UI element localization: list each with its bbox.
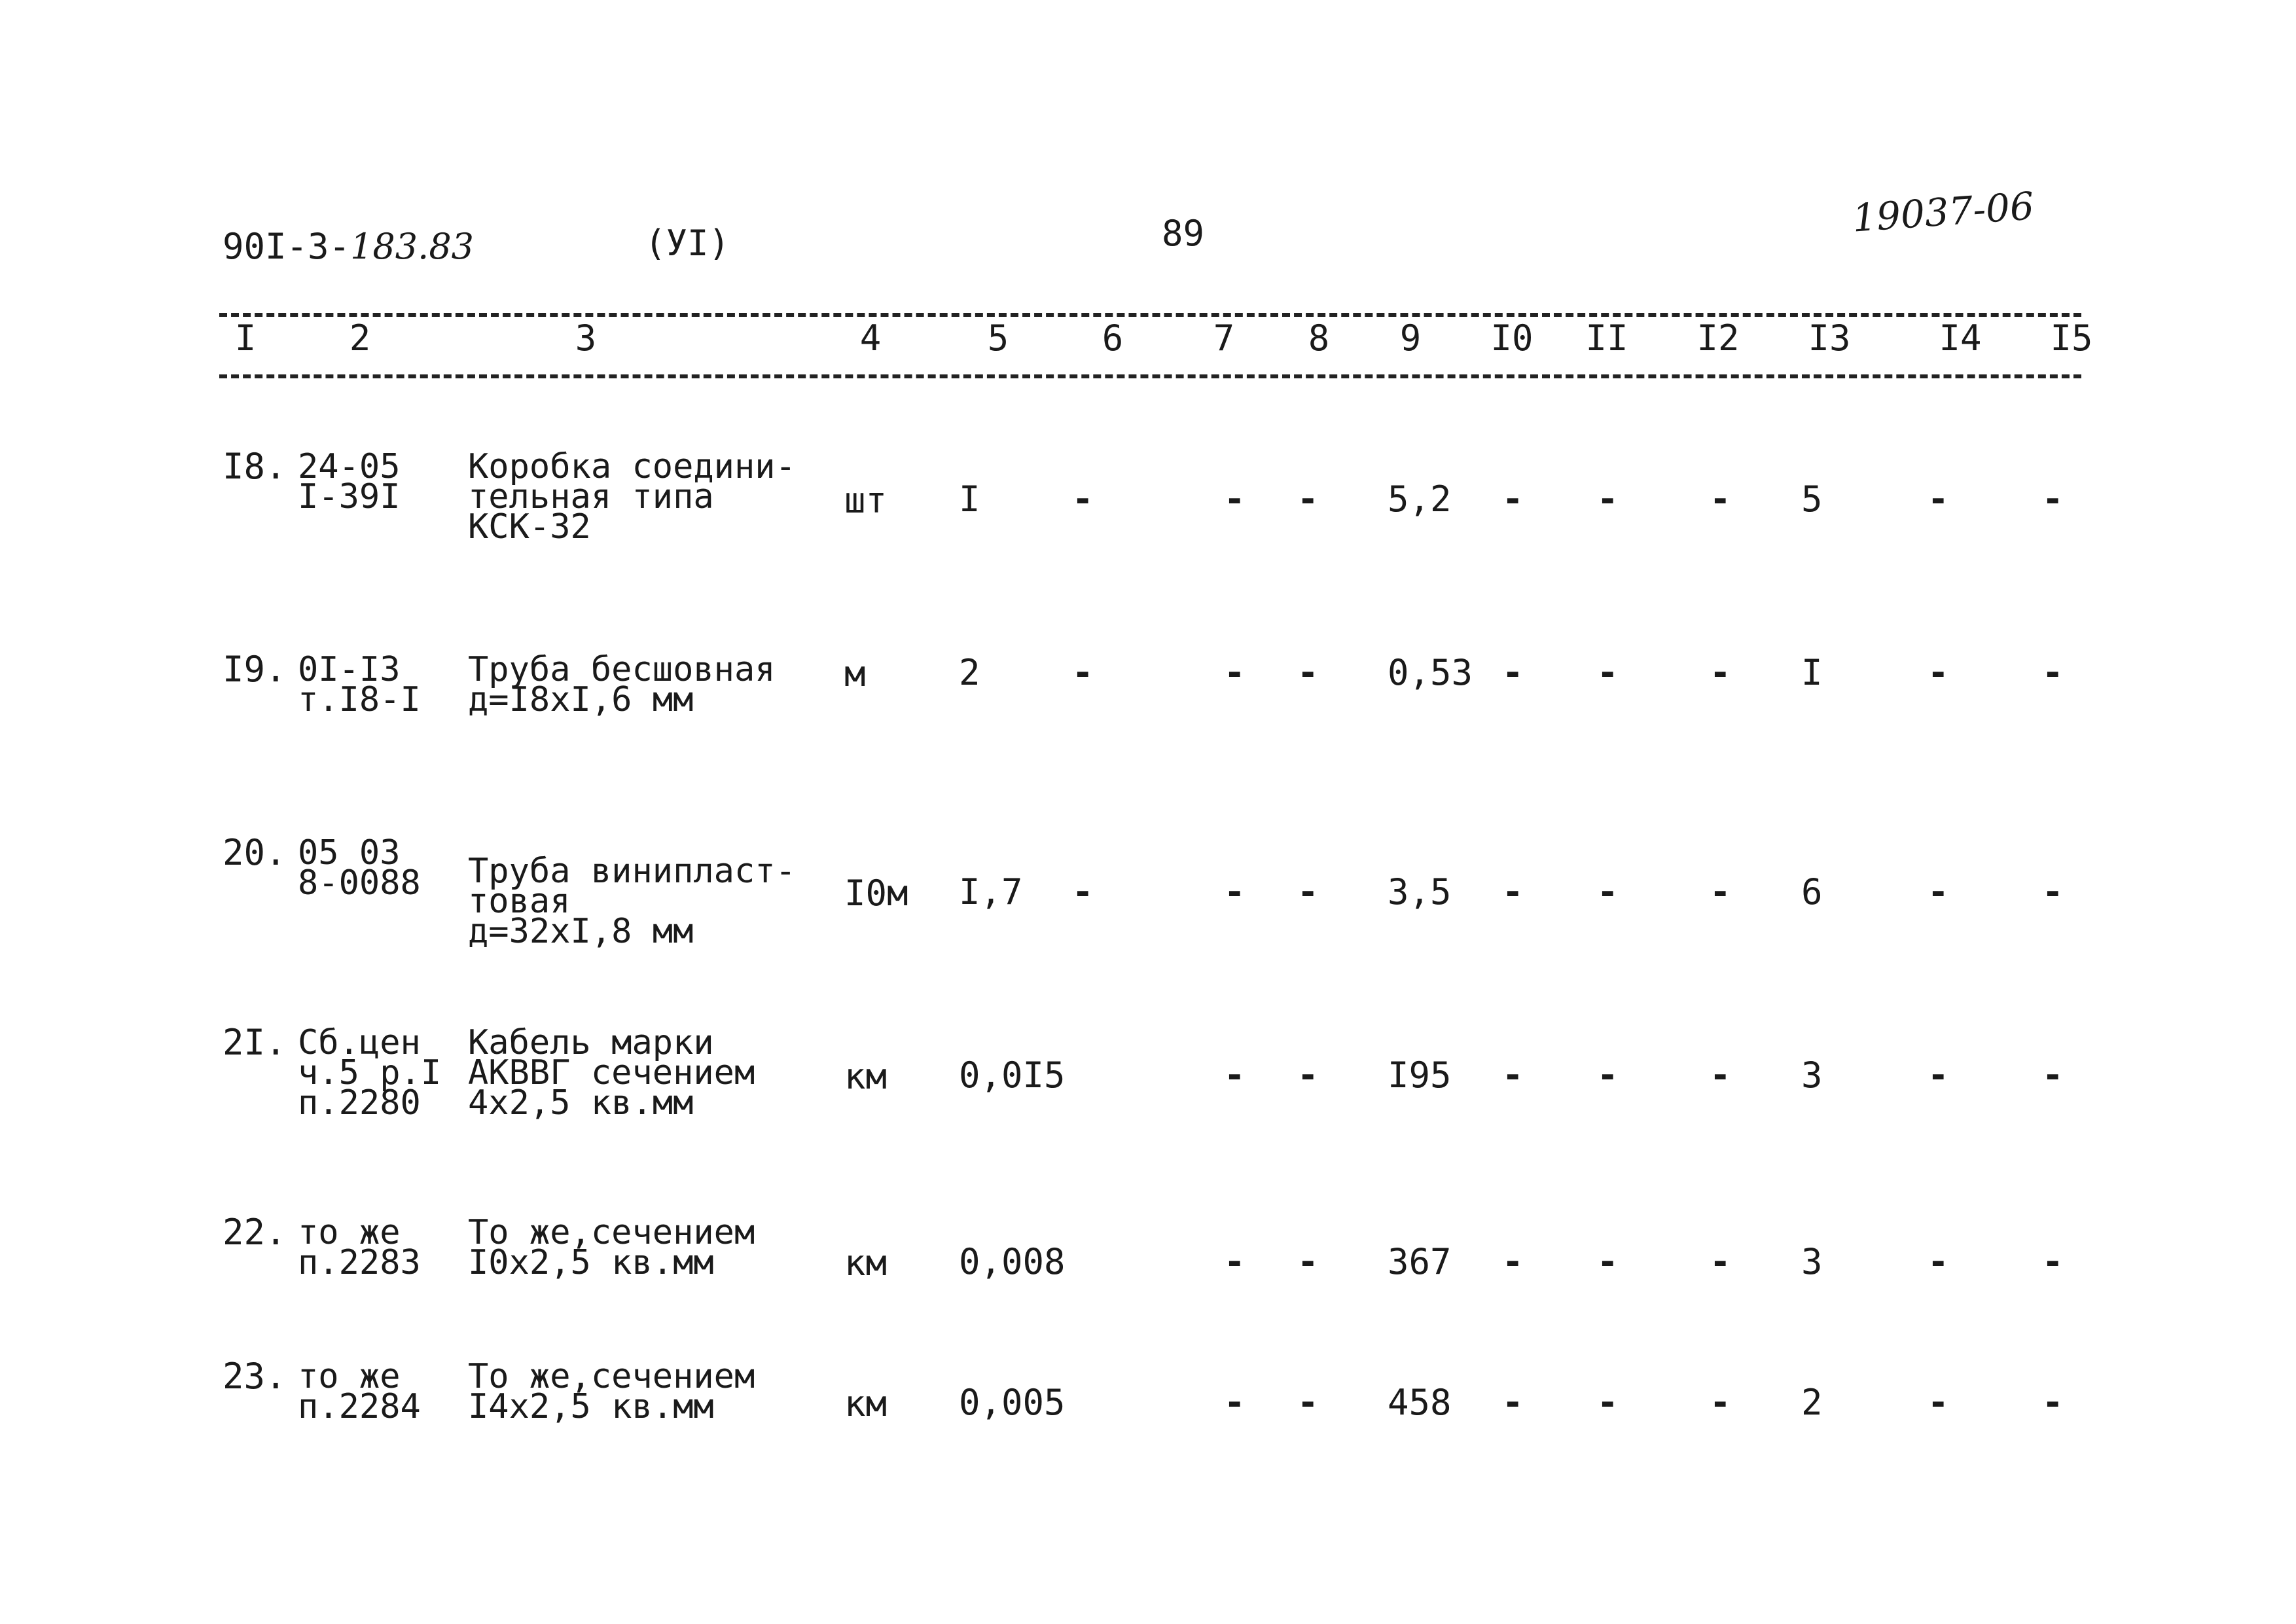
- row-col9: 5,2: [1388, 478, 1452, 520]
- row-code-line: т.I8-I: [298, 680, 421, 719]
- row-col9: 458: [1388, 1382, 1452, 1423]
- row-quantity: I: [959, 478, 980, 520]
- row-quantity: I,7: [959, 871, 1023, 912]
- row-col12: -: [1710, 1241, 1731, 1282]
- row-col15: -: [2042, 871, 2064, 912]
- row-col10: -: [1502, 1382, 1524, 1423]
- row-quantity: 2: [959, 652, 980, 693]
- row-col13: 3: [1801, 1241, 1823, 1282]
- row-col12: -: [1710, 1055, 1731, 1096]
- column-number-15: I5: [2050, 317, 2093, 359]
- column-number-2: 2: [349, 317, 371, 359]
- row-col6: -: [1072, 871, 1094, 912]
- row-col9: 3,5: [1388, 871, 1452, 912]
- row-name-line: Труба винипласт-: [468, 852, 796, 891]
- row-name-line: КСК-32: [468, 507, 591, 547]
- row-quantity: 0,008: [959, 1241, 1066, 1282]
- row-col7: -: [1224, 1241, 1246, 1282]
- section-label: (УI): [645, 223, 730, 264]
- column-number-8: 8: [1308, 317, 1330, 359]
- row-col6: -: [1072, 652, 1094, 693]
- row-name-line: Труба бесшовная: [468, 650, 776, 689]
- row-col10: -: [1502, 871, 1524, 912]
- row-col9: 0,53: [1388, 652, 1473, 693]
- row-code-line: 24-05: [298, 447, 401, 486]
- row-col10: -: [1502, 1241, 1524, 1282]
- row-name-line: 4х2,5 кв.мм: [468, 1083, 694, 1123]
- column-number-14: I4: [1939, 317, 1982, 359]
- column-number-9: 9: [1399, 317, 1422, 359]
- row-col13: 3: [1801, 1055, 1823, 1096]
- row-name-line: д=I8хI,6 мм: [468, 680, 694, 719]
- row-col15: -: [2042, 1241, 2064, 1282]
- row-col8: -: [1297, 652, 1319, 693]
- row-col14: -: [1928, 1055, 1949, 1096]
- row-unit: шт: [844, 480, 888, 521]
- row-col15: -: [2042, 478, 2064, 520]
- row-code-line: ч.5 р.I: [298, 1053, 442, 1092]
- row-code-line: п.2280: [298, 1083, 421, 1123]
- document-code-printed: 90I-3-: [223, 226, 351, 267]
- row-code-line: I-39I: [298, 477, 401, 516]
- row-col14: -: [1928, 1382, 1949, 1423]
- row-name-line: товая: [468, 882, 571, 921]
- column-number-12: I2: [1696, 317, 1740, 359]
- row-name-line: Коробка соедини-: [468, 447, 796, 486]
- row-col13: 5: [1801, 478, 1823, 520]
- row-unit: I0м: [844, 873, 908, 914]
- row-code-line: п.2283: [298, 1243, 421, 1282]
- row-col9: 367: [1388, 1241, 1452, 1282]
- row-name-line: Кабель марки: [468, 1023, 714, 1062]
- row-col7: -: [1224, 871, 1246, 912]
- row-number: 22.: [223, 1212, 287, 1253]
- row-col7: -: [1224, 652, 1246, 693]
- row-col9: I95: [1388, 1055, 1452, 1096]
- row-col8: -: [1297, 478, 1319, 520]
- row-col11: -: [1597, 478, 1619, 520]
- row-code-line: 0I-I3: [298, 650, 401, 689]
- row-col12: -: [1710, 871, 1731, 912]
- row-code-line: то же: [298, 1357, 401, 1396]
- document-code: [223, 226, 474, 267]
- column-number-13: I3: [1808, 317, 1851, 359]
- row-col10: -: [1502, 478, 1524, 520]
- row-col11: -: [1597, 1055, 1619, 1096]
- column-number-5: 5: [987, 317, 1009, 359]
- row-col14: -: [1928, 652, 1949, 693]
- row-name-line: тельная типа: [468, 477, 714, 516]
- row-col13: 2: [1801, 1382, 1823, 1423]
- row-col7: -: [1224, 1055, 1246, 1096]
- row-col14: -: [1928, 871, 1949, 912]
- row-unit: м: [844, 653, 866, 695]
- row-number: I9.: [223, 649, 287, 690]
- row-col10: -: [1502, 1055, 1524, 1096]
- column-number-10: I0: [1490, 317, 1534, 359]
- row-col8: -: [1297, 1055, 1319, 1096]
- table-top-rule: [219, 313, 2081, 317]
- row-col11: -: [1597, 652, 1619, 693]
- row-col11: -: [1597, 1241, 1619, 1282]
- row-col10: -: [1502, 652, 1524, 693]
- row-col14: -: [1928, 478, 1949, 520]
- row-unit: км: [844, 1383, 888, 1424]
- row-unit: км: [844, 1242, 888, 1284]
- row-code-line: 05 03: [298, 833, 401, 873]
- row-code-line: то же: [298, 1213, 401, 1252]
- row-col12: -: [1710, 652, 1731, 693]
- row-name-line: АКВВГ сечением: [468, 1053, 755, 1092]
- row-col8: -: [1297, 871, 1319, 912]
- row-name-line: То же,сечением: [468, 1357, 755, 1396]
- page-number: 89: [1162, 213, 1205, 254]
- document-stamp-number: 19037-06: [1850, 183, 2036, 241]
- row-col15: -: [2042, 652, 2064, 693]
- row-col13: 6: [1801, 871, 1823, 912]
- row-col13: I: [1801, 652, 1823, 693]
- row-number: 23.: [223, 1356, 287, 1397]
- column-number-1: I: [234, 317, 257, 359]
- row-name-line: д=32хI,8 мм: [468, 912, 694, 951]
- row-code-line: п.2284: [298, 1387, 421, 1426]
- row-col11: -: [1597, 871, 1619, 912]
- column-number-6: 6: [1102, 317, 1124, 359]
- column-number-4: 4: [859, 317, 882, 359]
- row-number: I8.: [223, 446, 287, 487]
- row-col15: -: [2042, 1382, 2064, 1423]
- row-number: 20.: [223, 832, 287, 873]
- row-quantity: 0,005: [959, 1382, 1066, 1423]
- row-col12: -: [1710, 1382, 1731, 1423]
- row-col8: -: [1297, 1382, 1319, 1423]
- document-code-handwritten: 183.83: [350, 226, 475, 267]
- column-number-11: II: [1585, 317, 1628, 359]
- row-name-line: I0х2,5 кв.мм: [468, 1243, 714, 1282]
- row-code-line: Сб.цен: [298, 1023, 421, 1062]
- row-name-line: То же,сечением: [468, 1213, 755, 1252]
- row-col8: -: [1297, 1241, 1319, 1282]
- row-quantity: 0,0I5: [959, 1055, 1066, 1096]
- row-code-line: 8-0088: [298, 863, 421, 903]
- row-col7: -: [1224, 1382, 1246, 1423]
- column-number-7: 7: [1213, 317, 1235, 359]
- column-number-3: 3: [575, 317, 597, 359]
- row-col6: -: [1072, 478, 1094, 520]
- table-header-rule: [219, 374, 2081, 378]
- row-col12: -: [1710, 478, 1731, 520]
- row-col11: -: [1597, 1382, 1619, 1423]
- row-col7: -: [1224, 478, 1246, 520]
- row-unit: км: [844, 1056, 888, 1097]
- row-number: 2I.: [223, 1022, 287, 1063]
- row-col14: -: [1928, 1241, 1949, 1282]
- row-col15: -: [2042, 1055, 2064, 1096]
- row-name-line: I4х2,5 кв.мм: [468, 1387, 714, 1426]
